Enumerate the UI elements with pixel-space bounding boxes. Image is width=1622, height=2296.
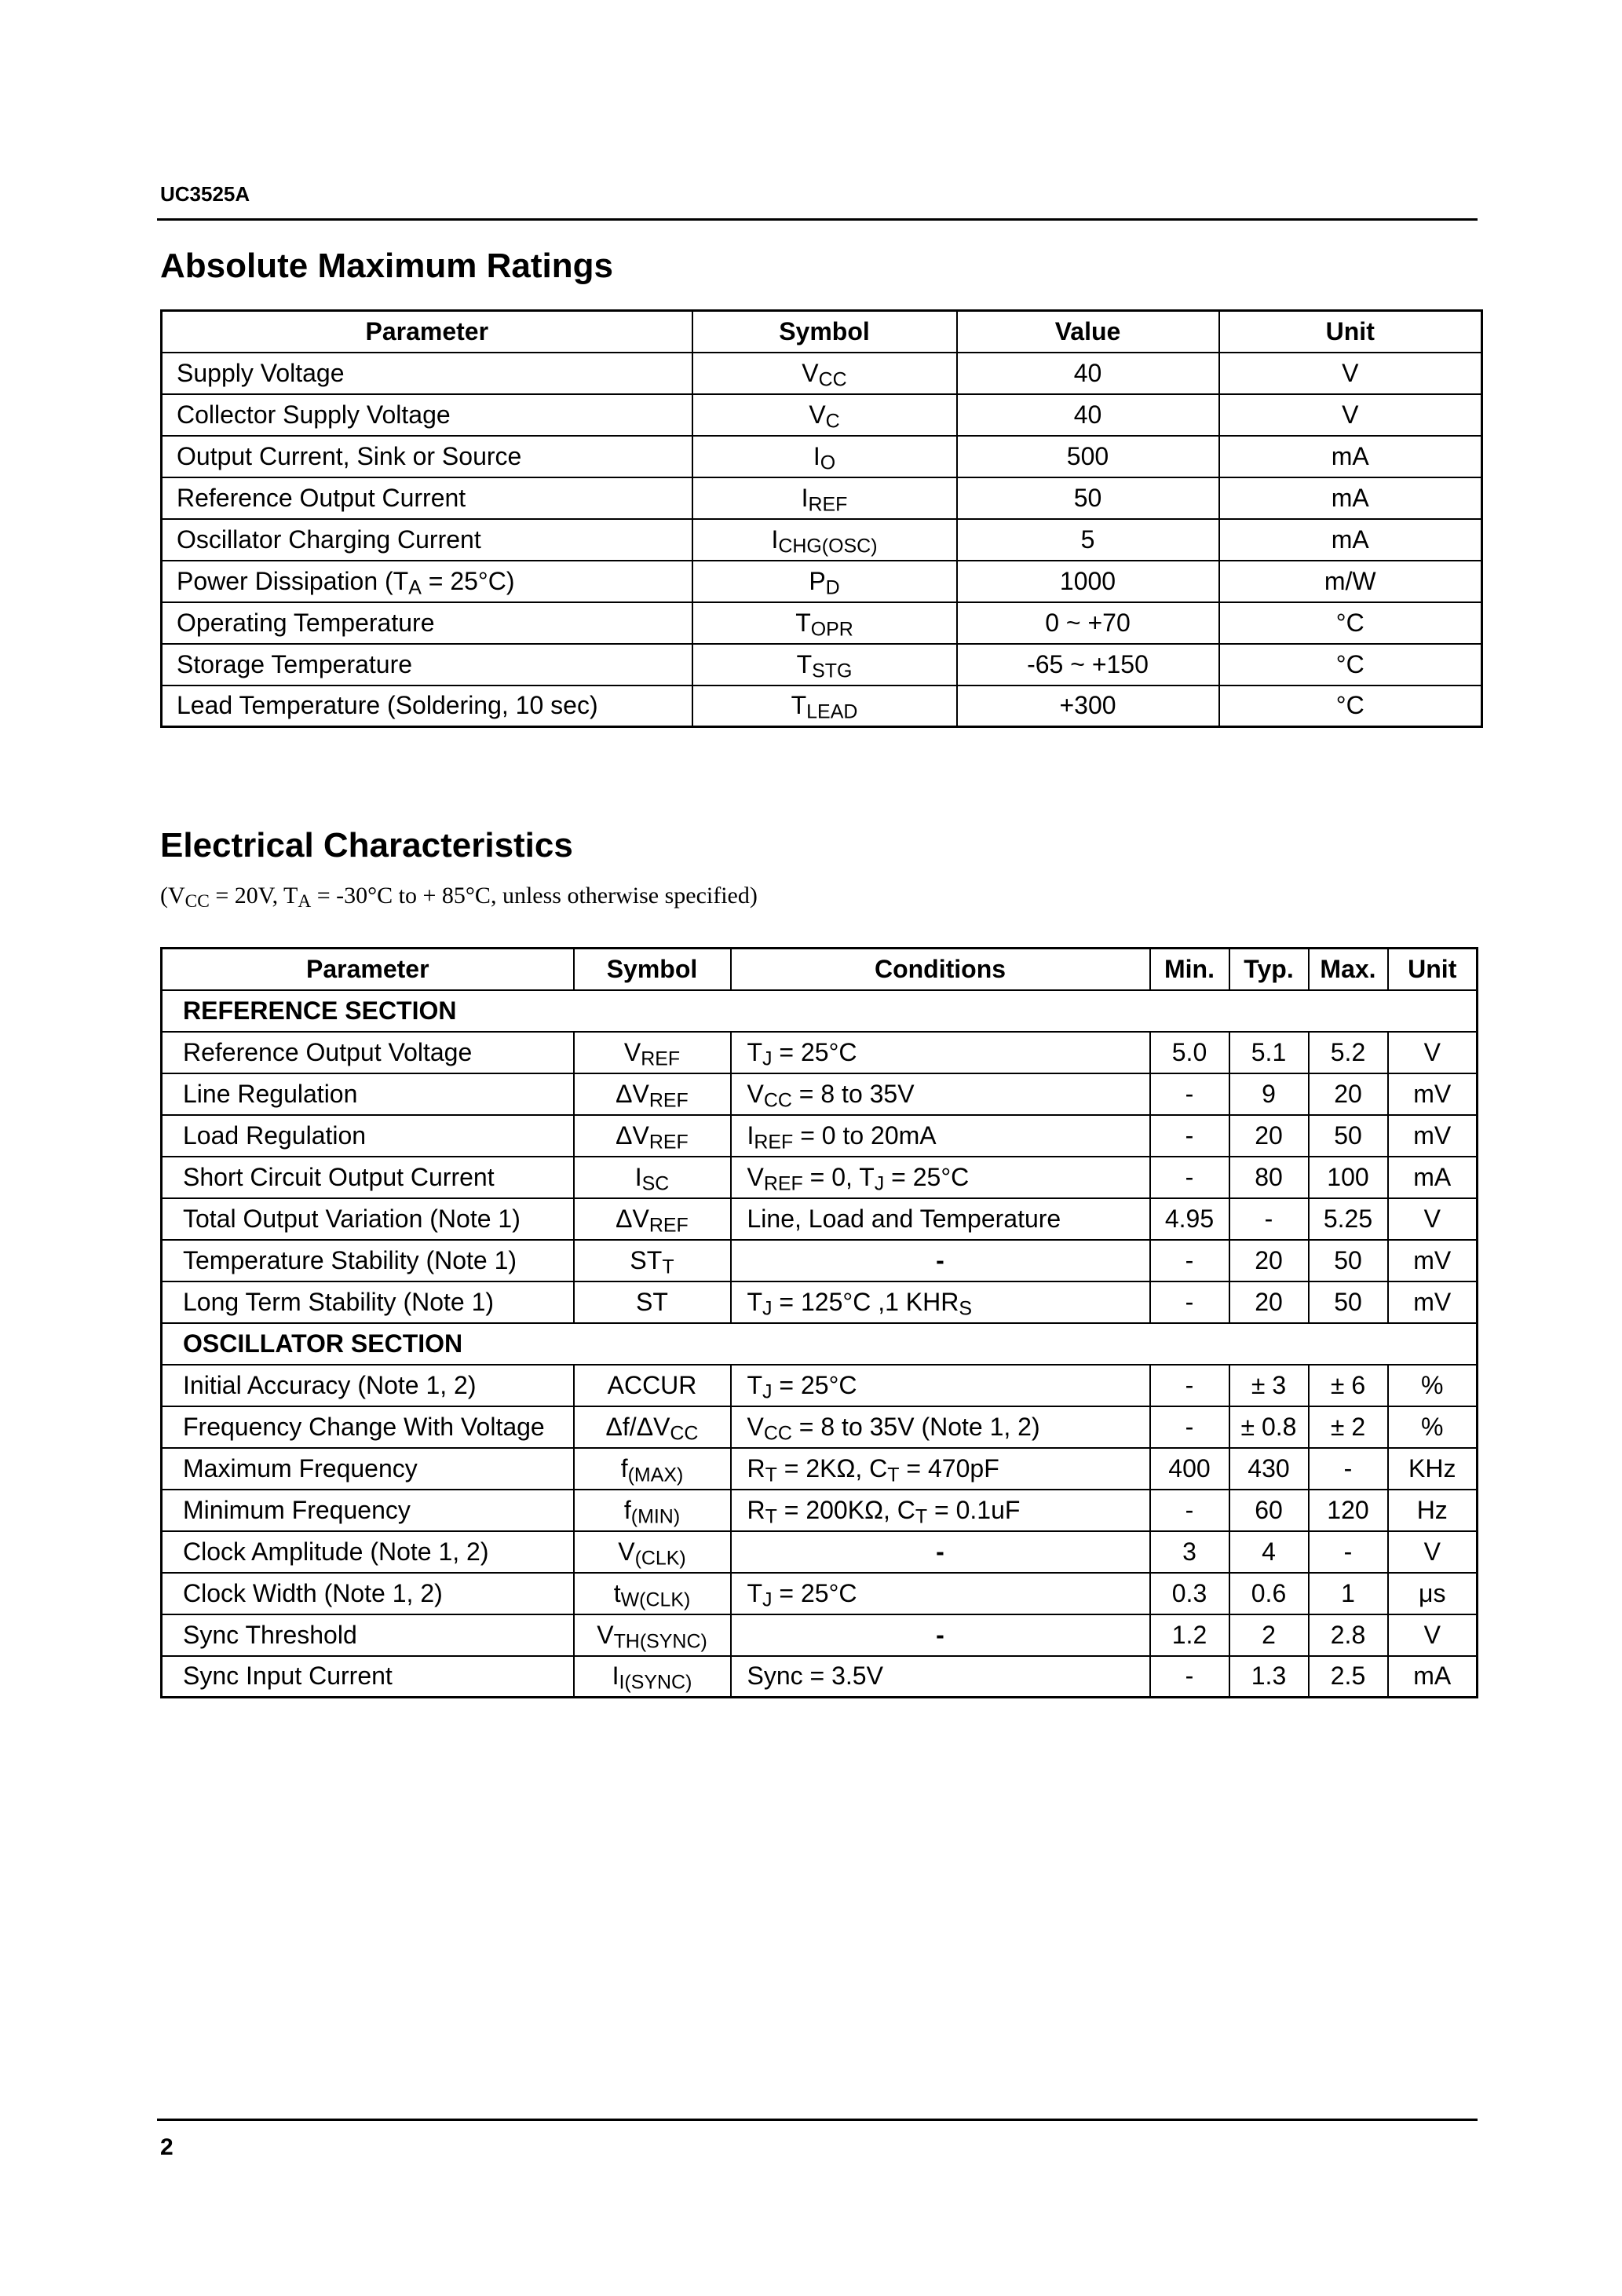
typ-cell: 5.1: [1229, 1032, 1309, 1073]
unit-cell: °C: [1219, 644, 1482, 686]
min-cell: -: [1150, 1240, 1229, 1281]
unit-cell: mA: [1388, 1157, 1478, 1198]
parameter-cell: Long Term Stability (Note 1): [162, 1281, 574, 1323]
parameter-cell: Temperature Stability (Note 1): [162, 1240, 574, 1281]
symbol-cell: $V_{REF}$: [574, 1032, 731, 1073]
unit-cell: V: [1388, 1531, 1478, 1573]
column-header: Unit: [1388, 949, 1478, 990]
typ-cell: 20: [1229, 1240, 1309, 1281]
typ-cell: 2: [1229, 1614, 1309, 1656]
column-header: Value: [957, 311, 1219, 353]
conditions-cell: -: [731, 1614, 1150, 1656]
max-cell: ± 2: [1309, 1406, 1388, 1448]
parameter-cell: Reference Output Voltage: [162, 1032, 574, 1073]
table-row: [162, 1531, 1478, 1573]
table-row: [162, 353, 1482, 394]
unit-cell: V: [1388, 1032, 1478, 1073]
unit-cell: mA: [1219, 519, 1482, 561]
symbol-cell: $T_{LEAD}$: [692, 686, 957, 727]
symbol-cell: $t_{W(CLK)}$: [574, 1573, 731, 1614]
table-row: [162, 1573, 1478, 1614]
section-row: [162, 1323, 1478, 1365]
unit-cell: %: [1388, 1406, 1478, 1448]
min-cell: -: [1150, 1157, 1229, 1198]
typ-cell: ± 0.8: [1229, 1406, 1309, 1448]
column-header: Typ.: [1229, 949, 1309, 990]
typ-cell: 0.6: [1229, 1573, 1309, 1614]
page-number: 2: [160, 2134, 174, 2160]
parameter-cell: Storage Temperature: [162, 644, 692, 686]
symbol-cell: $I_{REF}$: [692, 477, 957, 519]
absolute-max-title: Absolute Maximum Ratings: [160, 247, 613, 285]
max-cell: 5.25: [1309, 1198, 1388, 1240]
parameter-cell: Operating Temperature: [162, 602, 692, 644]
table-row: [162, 1614, 1478, 1656]
table-row: [162, 477, 1482, 519]
parameter-cell: Maximum Frequency: [162, 1448, 574, 1490]
typ-cell: ± 3: [1229, 1365, 1309, 1406]
conditions-cell: $T_J = 25^\circ C$: [731, 1365, 1150, 1406]
max-cell: 2.5: [1309, 1656, 1388, 1698]
table-row: [162, 1365, 1478, 1406]
min-cell: -: [1150, 1656, 1229, 1698]
parameter-cell: Supply Voltage: [162, 353, 692, 394]
min-cell: 1.2: [1150, 1614, 1229, 1656]
typ-cell: 4: [1229, 1531, 1309, 1573]
symbol-cell: $f_{(MAX)}$: [574, 1448, 731, 1490]
max-cell: 120: [1309, 1490, 1388, 1531]
parameter-cell: Sync Input Current: [162, 1656, 574, 1698]
min-cell: -: [1150, 1115, 1229, 1157]
electrical-characteristics-title: Electrical Characteristics: [160, 826, 573, 865]
parameter-cell: Minimum Frequency: [162, 1490, 574, 1531]
conditions-cell: $V_{CC} = 8$ to 35V: [731, 1073, 1150, 1115]
min-cell: -: [1150, 1281, 1229, 1323]
table-row: [162, 686, 1482, 727]
table-row: [162, 1448, 1478, 1490]
conditions-cell: $R_T = 200K\Omega$, $C_T = 0.1uF$: [731, 1490, 1150, 1531]
min-cell: 400: [1150, 1448, 1229, 1490]
unit-cell: °C: [1219, 686, 1482, 727]
min-cell: -: [1150, 1406, 1229, 1448]
parameter-cell: Short Circuit Output Current: [162, 1157, 574, 1198]
table-row: [162, 1490, 1478, 1531]
min-cell: 3: [1150, 1531, 1229, 1573]
unit-cell: KHz: [1388, 1448, 1478, 1490]
value-cell: 40: [957, 394, 1219, 436]
conditions-cell: $T_J = 25^\circ C$: [731, 1573, 1150, 1614]
table-row: [162, 1240, 1478, 1281]
symbol-cell: $V_C$: [692, 394, 957, 436]
typ-cell: 20: [1229, 1115, 1309, 1157]
max-cell: ± 6: [1309, 1365, 1388, 1406]
parameter-cell: Oscillator Charging Current: [162, 519, 692, 561]
max-cell: -: [1309, 1448, 1388, 1490]
table-row: [162, 1656, 1478, 1698]
parameter-cell: Line Regulation: [162, 1073, 574, 1115]
symbol-cell: $I_{SC}$: [574, 1157, 731, 1198]
min-cell: -: [1150, 1073, 1229, 1115]
unit-cell: °C: [1219, 602, 1482, 644]
test-conditions-note: ($V_{CC} = 20V$, $T_A = -30^\circ C$ to + 85°C, unless otherwise specified): [160, 883, 758, 912]
table-row: [162, 561, 1482, 602]
parameter-cell: Total Output Variation (Note 1): [162, 1198, 574, 1240]
parameter-cell: Lead Temperature (Soldering, 10 sec): [162, 686, 692, 727]
parameter-cell: Sync Threshold: [162, 1614, 574, 1656]
unit-cell: μs: [1388, 1573, 1478, 1614]
parameter-cell: Output Current, Sink or Source: [162, 436, 692, 477]
table-row: [162, 1115, 1478, 1157]
value-cell: +300: [957, 686, 1219, 727]
max-cell: 50: [1309, 1115, 1388, 1157]
symbol-cell: $P_D$: [692, 561, 957, 602]
typ-cell: 430: [1229, 1448, 1309, 1490]
unit-cell: mV: [1388, 1115, 1478, 1157]
table-row: [162, 519, 1482, 561]
conditions-cell: $T_J = 125^\circ C$ ,1 $KHR_S$: [731, 1281, 1150, 1323]
part-number-header: UC3525A: [160, 182, 250, 206]
unit-cell: mV: [1388, 1281, 1478, 1323]
unit-cell: V: [1388, 1198, 1478, 1240]
column-header: Conditions: [731, 949, 1150, 990]
table-row: [162, 436, 1482, 477]
conditions-cell: $R_T = 2K\Omega$, $C_T = 470pF$: [731, 1448, 1150, 1490]
value-cell: 50: [957, 477, 1219, 519]
column-header: Symbol: [692, 311, 957, 353]
column-header: Parameter: [162, 311, 692, 353]
typ-cell: -: [1229, 1198, 1309, 1240]
max-cell: 50: [1309, 1281, 1388, 1323]
min-cell: 4.95: [1150, 1198, 1229, 1240]
max-cell: 1: [1309, 1573, 1388, 1614]
parameter-cell: Frequency Change With Voltage: [162, 1406, 574, 1448]
section-label: REFERENCE SECTION: [162, 990, 1478, 1032]
unit-cell: mV: [1388, 1240, 1478, 1281]
symbol-cell: $T_{STG}$: [692, 644, 957, 686]
symbol-cell: $V_{CC}$: [692, 353, 957, 394]
table-row: [162, 1157, 1478, 1198]
table-row: [162, 1281, 1478, 1323]
unit-cell: %: [1388, 1365, 1478, 1406]
min-cell: 5.0: [1150, 1032, 1229, 1073]
table-row: [162, 1198, 1478, 1240]
max-cell: 5.2: [1309, 1032, 1388, 1073]
unit-cell: V: [1219, 394, 1482, 436]
max-cell: 100: [1309, 1157, 1388, 1198]
parameter-cell: Clock Width (Note 1, 2): [162, 1573, 574, 1614]
symbol-cell: $\Delta V_{REF}$: [574, 1198, 731, 1240]
symbol-cell: ST: [574, 1281, 731, 1323]
column-header: Min.: [1150, 949, 1229, 990]
max-cell: -: [1309, 1531, 1388, 1573]
symbol-cell: $V_{(CLK)}$: [574, 1531, 731, 1573]
column-header: Max.: [1309, 949, 1388, 990]
column-header: Symbol: [574, 949, 731, 990]
table-row: [162, 1406, 1478, 1448]
column-header: Parameter: [162, 949, 574, 990]
electrical-characteristics-table: [160, 947, 1478, 1698]
conditions-cell: -: [731, 1531, 1150, 1573]
absolute-max-table: [160, 309, 1483, 728]
value-cell: 0 ~ +70: [957, 602, 1219, 644]
max-cell: 20: [1309, 1073, 1388, 1115]
table-row: [162, 644, 1482, 686]
conditions-cell: $I_{REF} = 0$ to 20mA: [731, 1115, 1150, 1157]
conditions-cell: $T_J = 25^\circ C$: [731, 1032, 1150, 1073]
unit-cell: mA: [1219, 477, 1482, 519]
unit-cell: mA: [1388, 1656, 1478, 1698]
symbol-cell: $\Delta V_{REF}$: [574, 1115, 731, 1157]
column-header: Unit: [1219, 311, 1482, 353]
parameter-cell: Power Dissipation $(T_A = 25^\circ C)$: [162, 561, 692, 602]
header-divider: [157, 218, 1478, 221]
table-row: [162, 1073, 1478, 1115]
section-row: [162, 990, 1478, 1032]
value-cell: 40: [957, 353, 1219, 394]
conditions-cell: $V_{REF} = 0$, $T_J = 25^\circ C$: [731, 1157, 1150, 1198]
unit-cell: mA: [1219, 436, 1482, 477]
symbol-cell: $I_{I(SYNC)}$: [574, 1656, 731, 1698]
typ-cell: 1.3: [1229, 1656, 1309, 1698]
typ-cell: 80: [1229, 1157, 1309, 1198]
value-cell: -65 ~ +150: [957, 644, 1219, 686]
max-cell: 2.8: [1309, 1614, 1388, 1656]
unit-cell: Hz: [1388, 1490, 1478, 1531]
table-header-row: [162, 311, 1482, 353]
value-cell: 500: [957, 436, 1219, 477]
symbol-cell: $f_{(MIN)}$: [574, 1490, 731, 1531]
parameter-cell: Collector Supply Voltage: [162, 394, 692, 436]
table-row: [162, 1032, 1478, 1073]
parameter-cell: Reference Output Current: [162, 477, 692, 519]
symbol-cell: $T_{OPR}$: [692, 602, 957, 644]
typ-cell: 20: [1229, 1281, 1309, 1323]
conditions-cell: Sync = 3.5V: [731, 1656, 1150, 1698]
symbol-cell: $I_{CHG(OSC)}$: [692, 519, 957, 561]
table-row: [162, 394, 1482, 436]
symbol-cell: $V_{TH(SYNC)}$: [574, 1614, 731, 1656]
parameter-cell: Load Regulation: [162, 1115, 574, 1157]
unit-cell: m/W: [1219, 561, 1482, 602]
min-cell: 0.3: [1150, 1573, 1229, 1614]
max-cell: 50: [1309, 1240, 1388, 1281]
conditions-cell: Line, Load and Temperature: [731, 1198, 1150, 1240]
unit-cell: V: [1219, 353, 1482, 394]
symbol-cell: $I_O$: [692, 436, 957, 477]
unit-cell: mV: [1388, 1073, 1478, 1115]
table-row: [162, 602, 1482, 644]
symbol-cell: ACCUR: [574, 1365, 731, 1406]
symbol-cell: $\Delta V_{REF}$: [574, 1073, 731, 1115]
conditions-cell: $V_{CC} = 8$ to 35V (Note 1, 2): [731, 1406, 1150, 1448]
min-cell: -: [1150, 1490, 1229, 1531]
unit-cell: V: [1388, 1614, 1478, 1656]
parameter-cell: Initial Accuracy (Note 1, 2): [162, 1365, 574, 1406]
value-cell: 5: [957, 519, 1219, 561]
min-cell: -: [1150, 1365, 1229, 1406]
value-cell: 1000: [957, 561, 1219, 602]
symbol-cell: $\Delta f/\Delta V_{CC}$: [574, 1406, 731, 1448]
typ-cell: 9: [1229, 1073, 1309, 1115]
parameter-cell: Clock Amplitude (Note 1, 2): [162, 1531, 574, 1573]
table-header-row: [162, 949, 1478, 990]
symbol-cell: $ST_T$: [574, 1240, 731, 1281]
typ-cell: 60: [1229, 1490, 1309, 1531]
conditions-cell: -: [731, 1240, 1150, 1281]
footer-divider: [157, 2119, 1478, 2121]
section-label: OSCILLATOR SECTION: [162, 1323, 1478, 1365]
